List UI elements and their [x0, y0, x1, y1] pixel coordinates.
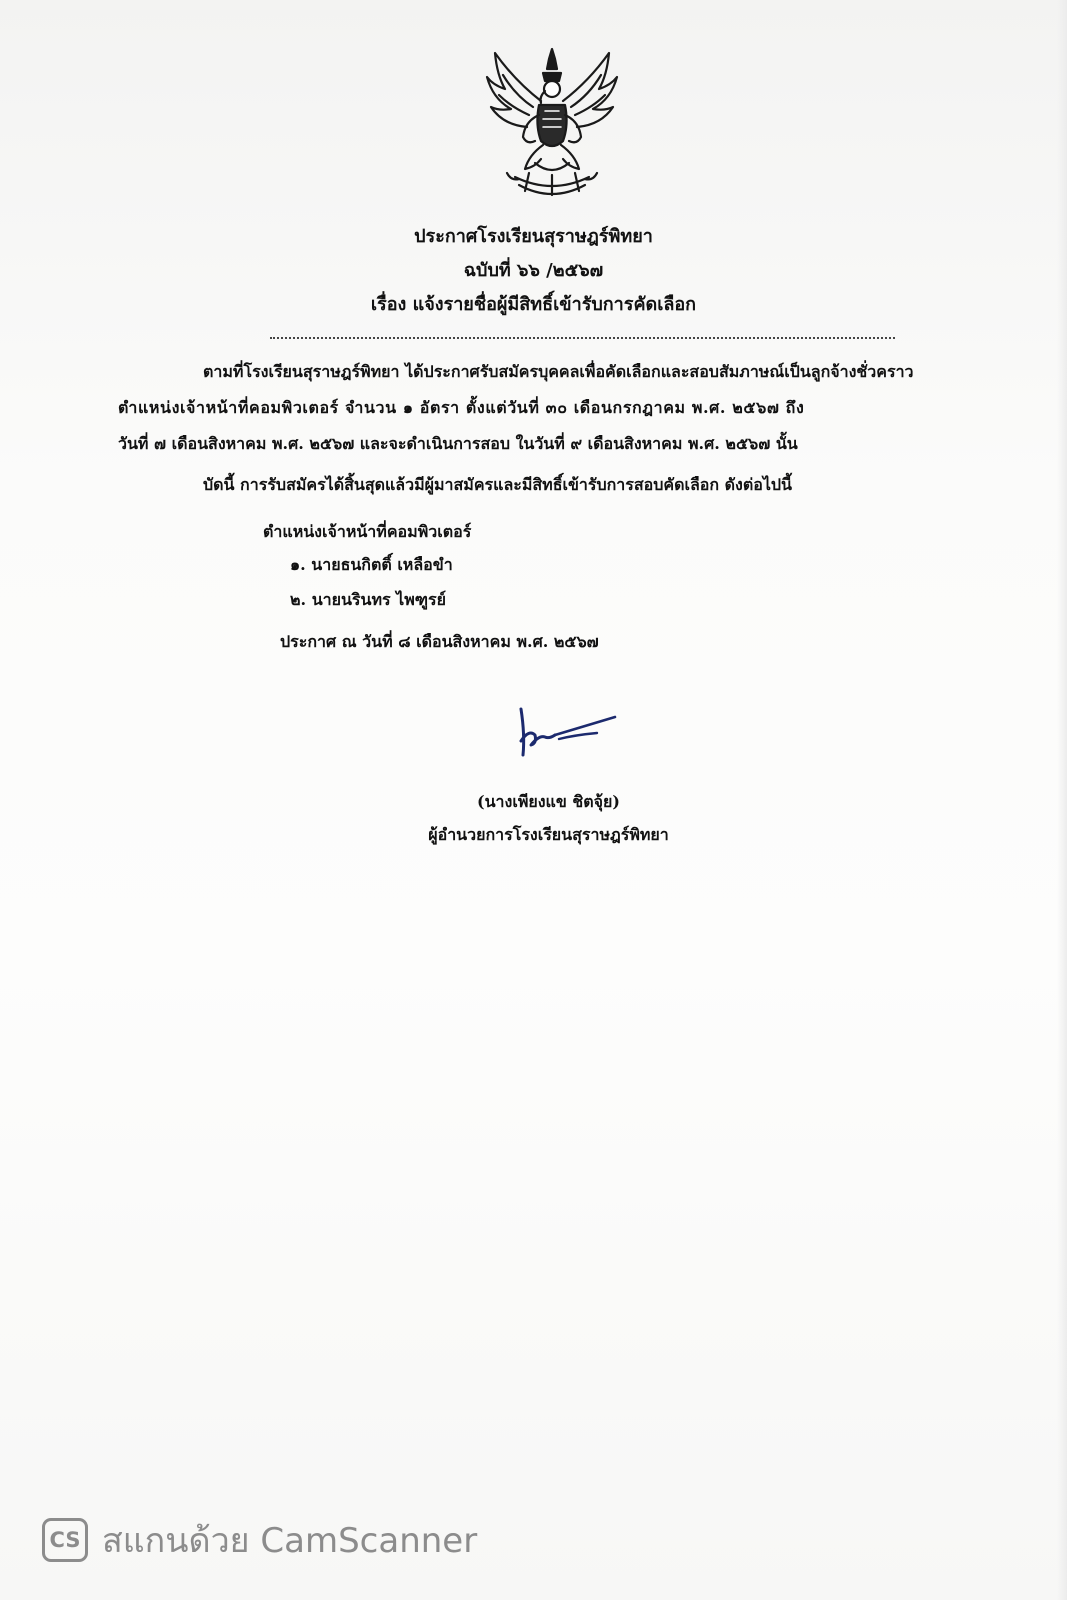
camscanner-watermark [42, 1513, 477, 1567]
signatory-title: ผู้อำนวยการโรงเรียนสุราษฎร์พิทยา [428, 825, 669, 844]
announcement-title: ประกาศโรงเรียนสุราษฎร์พิทยา [414, 226, 653, 247]
handwritten-signature-icon [515, 705, 625, 765]
position-heading: ตำแหน่งเจ้าหน้าที่คอมพิวเตอร์ [263, 522, 472, 541]
announcement-subject: เรื่อง แจ้งรายชื่อผู้มีสิทธิ์เข้ารับการคัดเลือก [370, 294, 697, 315]
candidate-item: ๒. นายนรินทร ไพฑูรย์ [290, 590, 447, 609]
body-paragraph-1: ตามที่โรงเรียนสุราษฎร์พิทยา ได้ประกาศรับสมัครบุคคลเพื่อคัดเลือกและสอบสัมภาษณ์เป็นลูกจ้างชั่วคราว [203, 362, 914, 381]
body-paragraph-3: วันที่ ๗ เดือนสิงหาคม พ.ศ. ๒๕๖๗ และจะดำเนินการสอบ ในวันที่ ๙ เดือนสิงหาคม พ.ศ. ๒๕๖๗ นั้น [118, 434, 798, 453]
announcement-issue-number: ฉบับที่ ๖๖ /๒๕๖๗ [463, 260, 604, 281]
body-paragraph-2: ตำแหน่งเจ้าหน้าที่คอมพิวเตอร์ จำนวน ๑ อัตรา ตั้งแต่วันที่ ๓๐ เดือนกรกฎาคม พ.ศ. ๒๕๖๗ ถึง [118, 398, 805, 417]
body-paragraph-4: บัดนี้ การรับสมัครได้สิ้นสุดแล้วมีผู้มาสมัครและมีสิทธิ์เข้ารับการสอบคัดเลือก ดังต่อไปนี้ [203, 475, 792, 494]
divider-line [270, 337, 895, 339]
announcement-date: ประกาศ ณ วันที่ ๘ เดือนสิงหาคม พ.ศ. ๒๕๖๗ [280, 632, 599, 651]
camscanner-logo-icon: CS [42, 1518, 88, 1562]
watermark-text: สแกนด้วย CamScanner [102, 1521, 478, 1561]
signatory-name: (นางเพียงแข ชิตจุ้ย) [477, 792, 620, 811]
candidate-item: ๑. นายธนกิตติ์ เหลือขำ [290, 555, 453, 574]
garuda-emblem-icon [485, 45, 620, 205]
